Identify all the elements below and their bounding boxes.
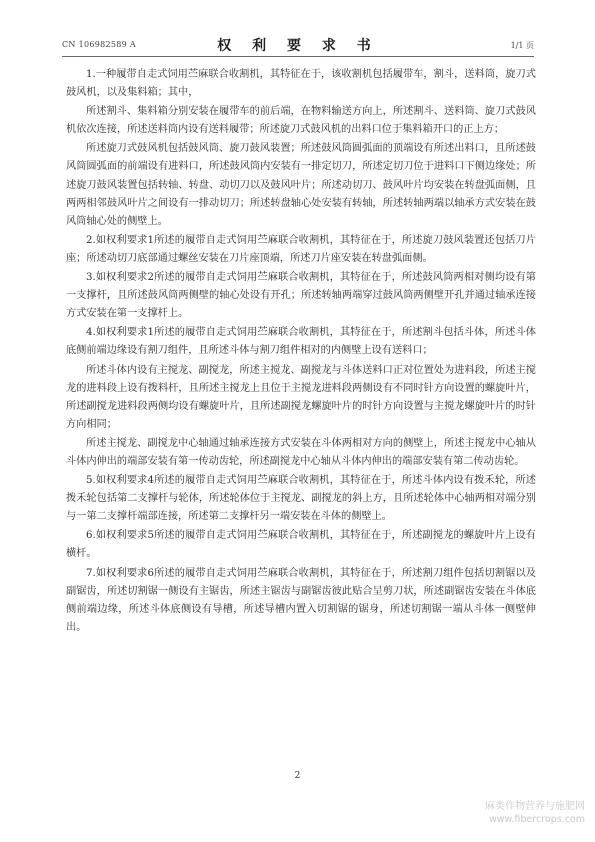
claim-2: 2.如权利要求1所述的履带自走式饲用苎麻联合收割机，其特征在于，所述旋刀鼓风装置还包括刀片座；所述动切刀底部通过螺丝安装在刀片座顶端，所述刀片座安装在转盘弧面侧。: [66, 234, 536, 264]
publication-number: CN 106982589 A: [62, 40, 136, 49]
claim-7: 7.如权利要求6所述的履带自走式饲用苎麻联合收割机，其特征在于，所述割刀组件包括切割锯以及副锯齿，所述切割锯一侧设有主锯齿，所述主锯齿与副锯齿彼此贴合呈剪刀状，所述副锯齿安装在斗体底侧前端边缘，所述斗体底侧设有导槽，所述导槽内置入切割锯的锯身，所述切割锯一端从斗体一侧壁伸出。: [66, 567, 536, 633]
page-info: 1/1 页: [510, 41, 534, 50]
watermark-url: www.fibercrops.com: [488, 814, 585, 825]
page-number: 2: [294, 771, 301, 781]
claim-4-paragraph: 所述斗体内设有主搅龙、副搅龙，所述主搅龙、副搅龙与斗体送料口正对位置处为进料段，所述主搅龙的进料段上设有拨料杆，且所述主搅龙上且位于主搅龙进料段两侧设有不同时针方向设置的螺旋叶片，所述副搅龙进料段两侧均设有螺旋叶片，且所述副搅龙螺旋叶片的时针方向设置与主搅龙螺旋叶片的时针方向相同；: [66, 364, 536, 430]
watermark: [485, 800, 585, 826]
claim-4-intro: 4.如权利要求1所述的履带自走式饲用苎麻联合收割机，其特征在于，所述割斗包括斗体，所述斗体底侧前端边缘设有割刀组件，且所述斗体与割刀组件相对的内侧壁上设有送料口；: [66, 327, 536, 357]
claim-1-paragraph: 所述割斗、集料箱分别安装在履带车的前后端，在物料输送方向上，所述割斗、送料筒、旋刀式鼓风机依次连接，所述送料筒内设有送料履带；所述旋刀式鼓风机的出料口位于集料箱开口的正上方；: [66, 106, 536, 136]
claim-4-paragraph: 所述主搅龙、副搅龙中心轴通过轴承连接方式安装在斗体两相对方向的侧壁上，所述主搅龙中心轴从斗体内伸出的端部安装有第一传动齿轮，所述副搅龙中心轴从斗体内伸出的端部安装有第二传动齿轮。: [66, 437, 536, 467]
claim-5: 5.如权利要求4所述的履带自走式饲用苎麻联合收割机，其特征在于，所述斗体内设有拨禾轮，所述拨禾轮包括第二支撑杆与轮体，所述轮体位于主搅龙、副搅龙的斜上方，且所述轮体中心轴两相对端分别与一第二支撑杆端部连接，所述第二支撑杆另一端安装在斗体的侧壁上。: [66, 475, 536, 523]
document-header: [62, 34, 534, 57]
claim-6: 6.如权利要求5所述的履带自走式饲用苎麻联合收割机，其特征在于，所述副搅龙的螺旋叶片上设有横杆。: [66, 530, 536, 560]
claims-body: [66, 66, 536, 638]
document-title: 权 利 要 求 书: [217, 38, 379, 54]
watermark-site-name: 麻类作物营养与施肥网: [485, 801, 585, 812]
claim-3: 3.如权利要求2所述的履带自走式饲用苎麻联合收割机，其特征在于，所述鼓风筒两相对侧均设有第一支撑杆，且所述鼓风筒两侧壁的轴心处设有开孔；所述转轴两端穿过鼓风筒两侧壁开孔并通过轴承连接方式安装在第一支撑杆上。: [66, 272, 536, 320]
claim-1-intro: 1.一种履带自走式饲用苎麻联合收割机，其特征在于，该收割机包括履带车，割斗，送料筒，旋刀式鼓风机，以及集料箱；其中，: [66, 69, 536, 99]
claim-1-paragraph: 所述旋刀式鼓风机包括鼓风筒、旋刀鼓风装置；所述鼓风筒圆弧面的顶端设有所述出料口，且所述鼓风筒圆弧面的前端设有进料口，所述鼓风筒内安装有一排定切刀，所述定切刀位于进料口下侧边缘处；所述旋刀鼓风装置包括转轴、转盘、动切刀以及鼓风叶片；所述动切刀、鼓风叶片均安装在转盘弧面侧，且两两相邻鼓风叶片之间设有一排动切刀；所述转盘轴心处安装有转轴，所述转轴两端以轴承方式安装在鼓风筒轴心处的侧壁上。: [66, 143, 536, 227]
